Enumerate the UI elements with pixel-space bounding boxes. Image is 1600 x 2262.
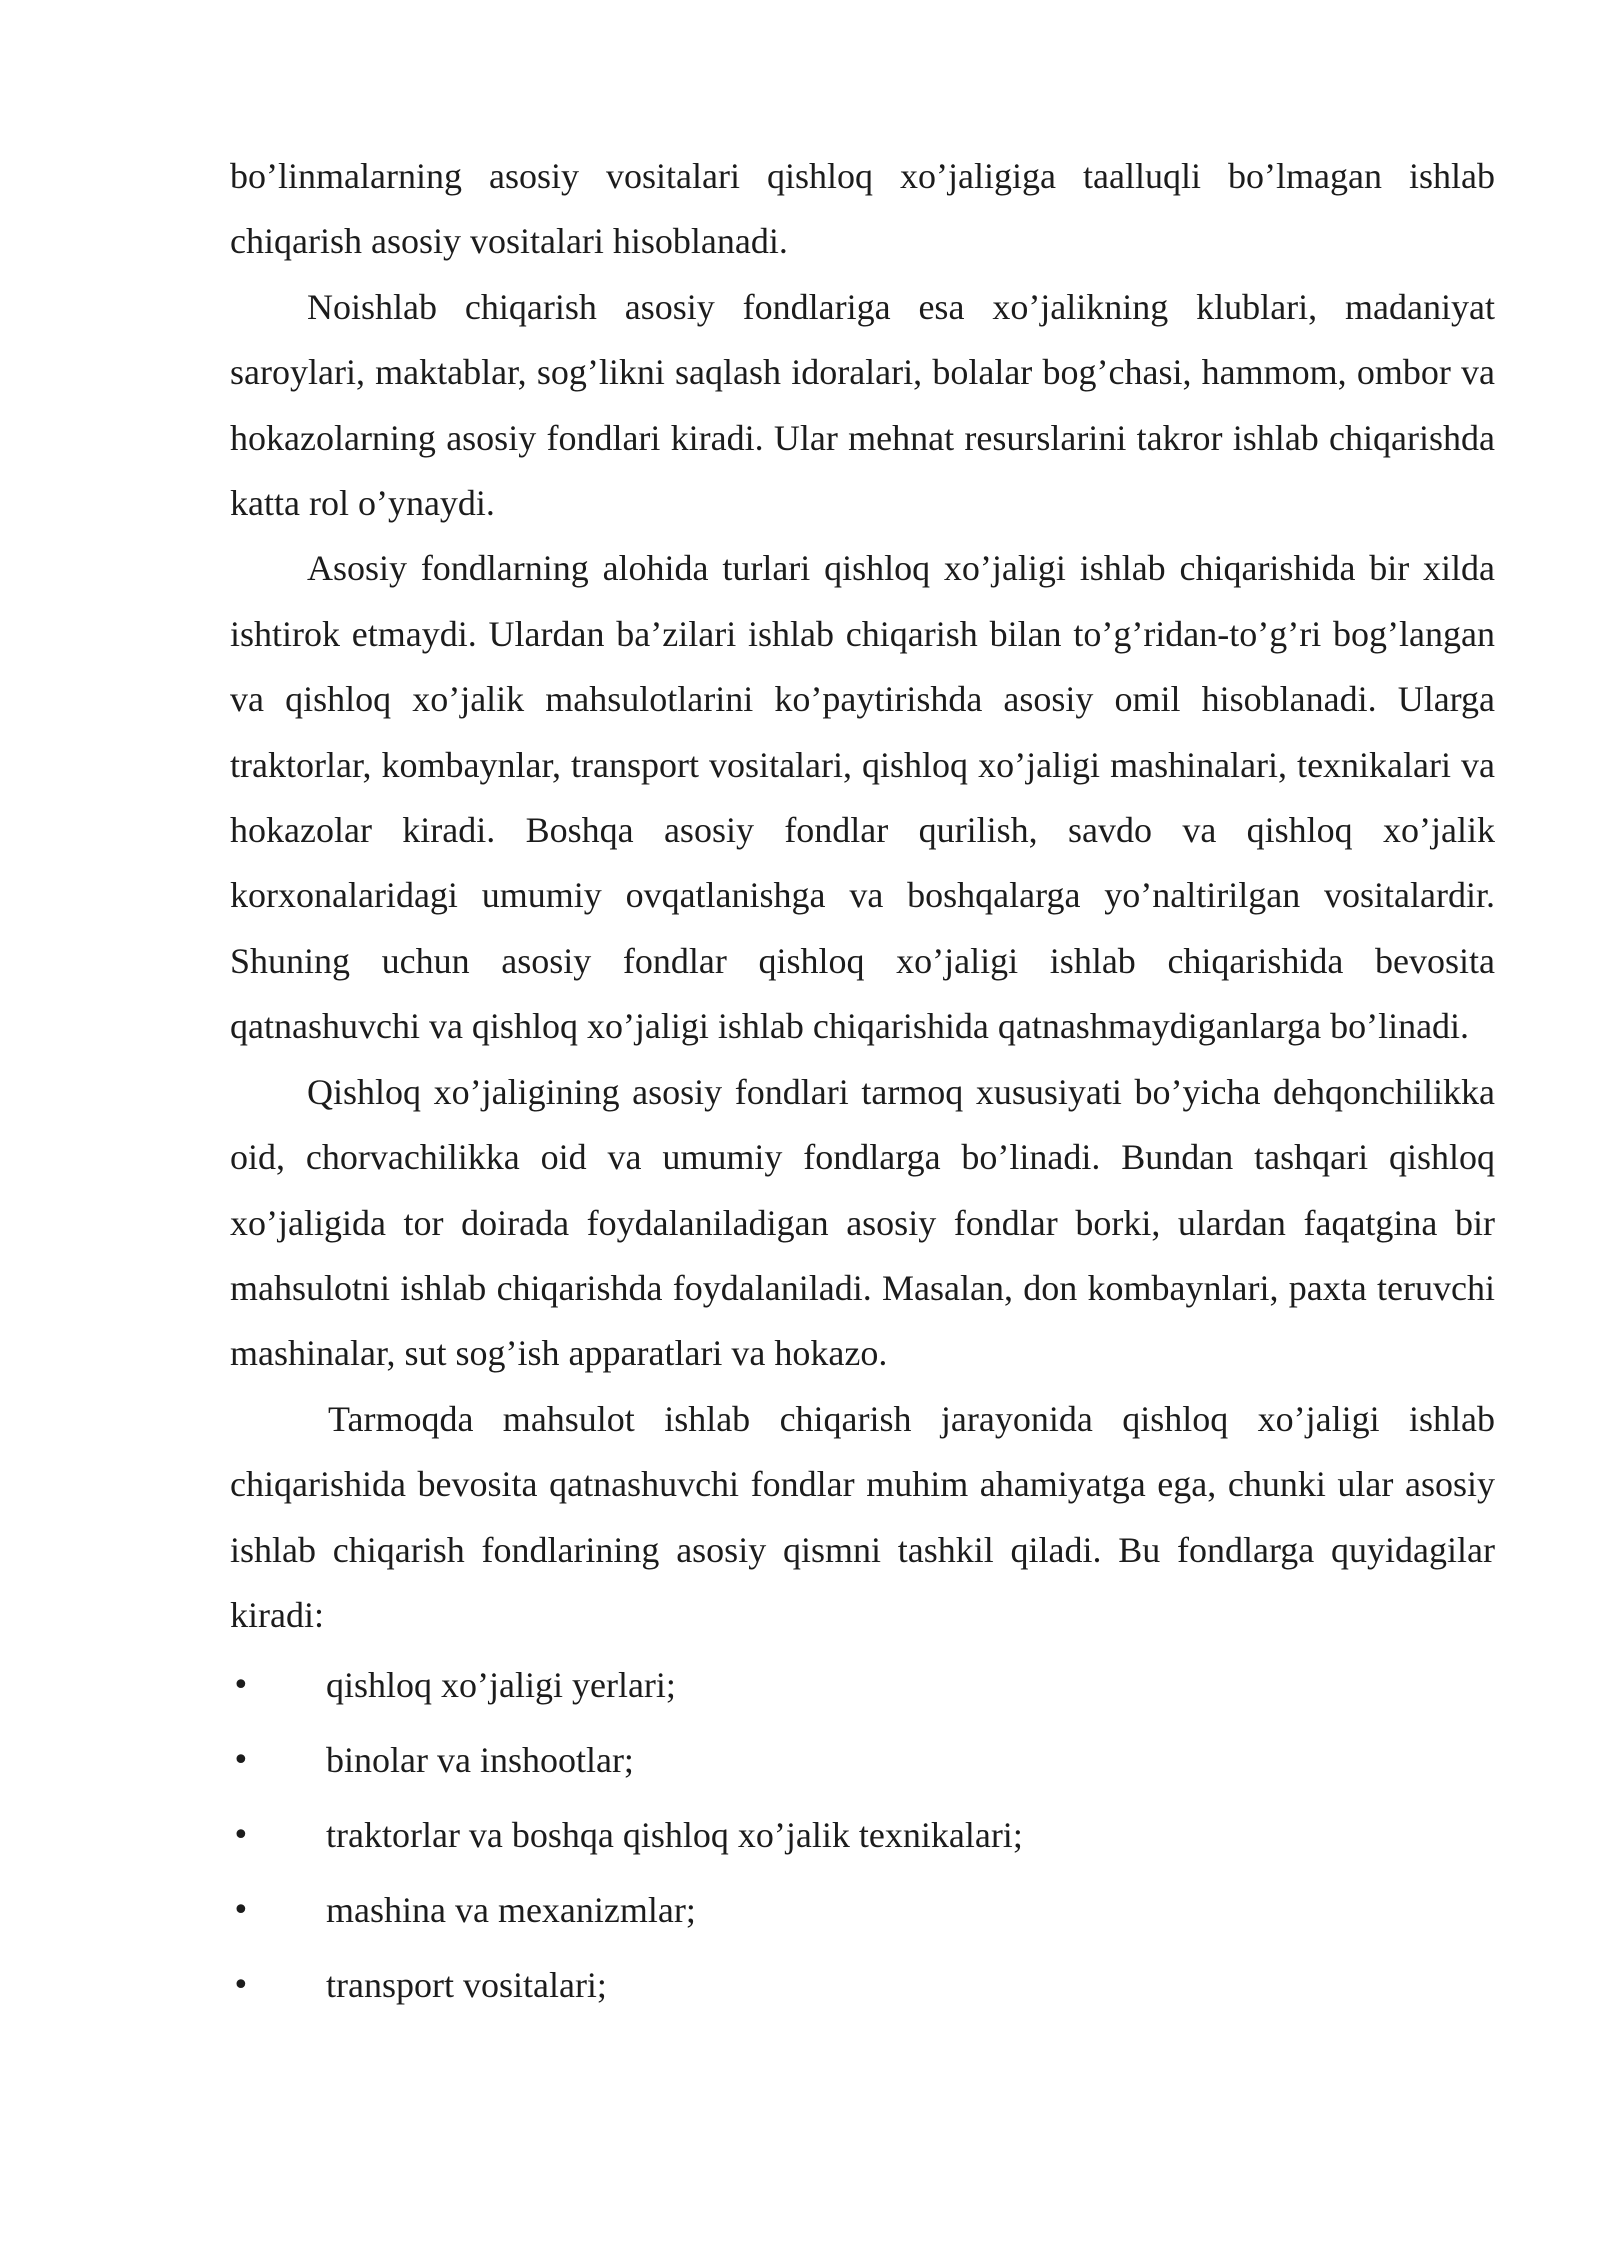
paragraph-4: Qishloq xo’jaligining asosiy fondlari tarmoq xususiyati bo’yicha dehqonchilikka oid, chorvachilikka oid va umumiy fondlarga bo’linadi. Bundan tashqari qishloq xo’jaligida tor doirada foydalaniladigan asosiy fondlar borki, ulardan faqatgina bir mahsulotni ishlab chiqarishda foydalaniladi. Masalan, don kombaynlari, paxta teruvchi mashinalar, sut sog’ish apparatlari va hokazo. xyxy=(230,1071,1495,1374)
list-item-text: qishloq xo’jaligi yerlari; xyxy=(326,1665,676,1706)
list-item-text: mashina va mexanizmlar; xyxy=(326,1890,696,1931)
list-item xyxy=(230,1803,1495,1878)
paragraph-2: Noishlab chiqarish asosiy fondlariga esa xo’jalikning klublari, madaniyat saroylari, maktablar, sog’likni saqlash idoralari, bolalar bog’chasi, hammom, ombor va hokazolarning asosiy fondlari kiradi. Ular mehnat resurslarini takror ishlab chiqarishda katta rol o’ynaydi. xyxy=(230,286,1495,524)
list-item xyxy=(230,1953,1495,2028)
document-page xyxy=(230,144,1495,2028)
paragraph-5: Tarmoqda mahsulot ishlab chiqarish jarayonida qishloq xo’jaligi ishlab chiqarishida bevosita qatnashuvchi fondlar muhim ahamiyatga ega, chunki ular asosiy ishlab chiqarish fondlarining asosiy qismni tashkil qiladi. Bu fondlarga quyidagilar kiradi: xyxy=(230,1398,1495,1635)
bullet-icon: • xyxy=(232,1668,250,1704)
list-item-text: traktorlar va boshqa qishloq xo’jalik texnikalari; xyxy=(326,1815,1023,1856)
paragraph-1: bo’linmalarning asosiy vositalari qishloq xo’jaligiga taalluqli bo’lmagan ishlab chiqarish asosiy vositalari hisoblanadi. xyxy=(230,156,1495,262)
bullet-icon: • xyxy=(232,1743,250,1779)
bullet-list xyxy=(230,1653,1495,2028)
list-item xyxy=(230,1878,1495,1953)
list-item xyxy=(230,1728,1495,1803)
bullet-icon: • xyxy=(232,1968,250,2004)
bullet-icon: • xyxy=(232,1818,250,1854)
list-item-text: binolar va inshootlar; xyxy=(326,1740,634,1781)
paragraph-3: Asosiy fondlarning alohida turlari qishloq xo’jaligi ishlab chiqarishida bir xilda ishtirok etmaydi. Ulardan ba’zilari ishlab chiqarish bilan to’g’ridan-to’g’ri bog’langan va qishloq xo’jalik mahsulotlarini ko’paytirishda asosiy omil hisoblanadi. Ularga traktorlar, kombaynlar, transport vositalari, qishloq xo’jaligi mashinalari, texnikalari va hokazolar kiradi. Boshqa asosiy fondlar qurilish, savdo va qishloq xo’jalik korxonalaridagi umumiy ovqatlanishga va boshqalarga yo’naltirilgan vositalardir. Shuning uchun asosiy fondlar qishloq xo’jaligi ishlab chiqarishida bevosita qatnashuvchi va qishloq xo’jaligi ishlab chiqarishida qatnashmaydiganlarga bo’linadi. xyxy=(230,548,1495,1047)
bullet-icon: • xyxy=(232,1893,250,1929)
list-item xyxy=(230,1653,1495,1728)
list-item-text: transport vositalari; xyxy=(326,1965,607,2006)
